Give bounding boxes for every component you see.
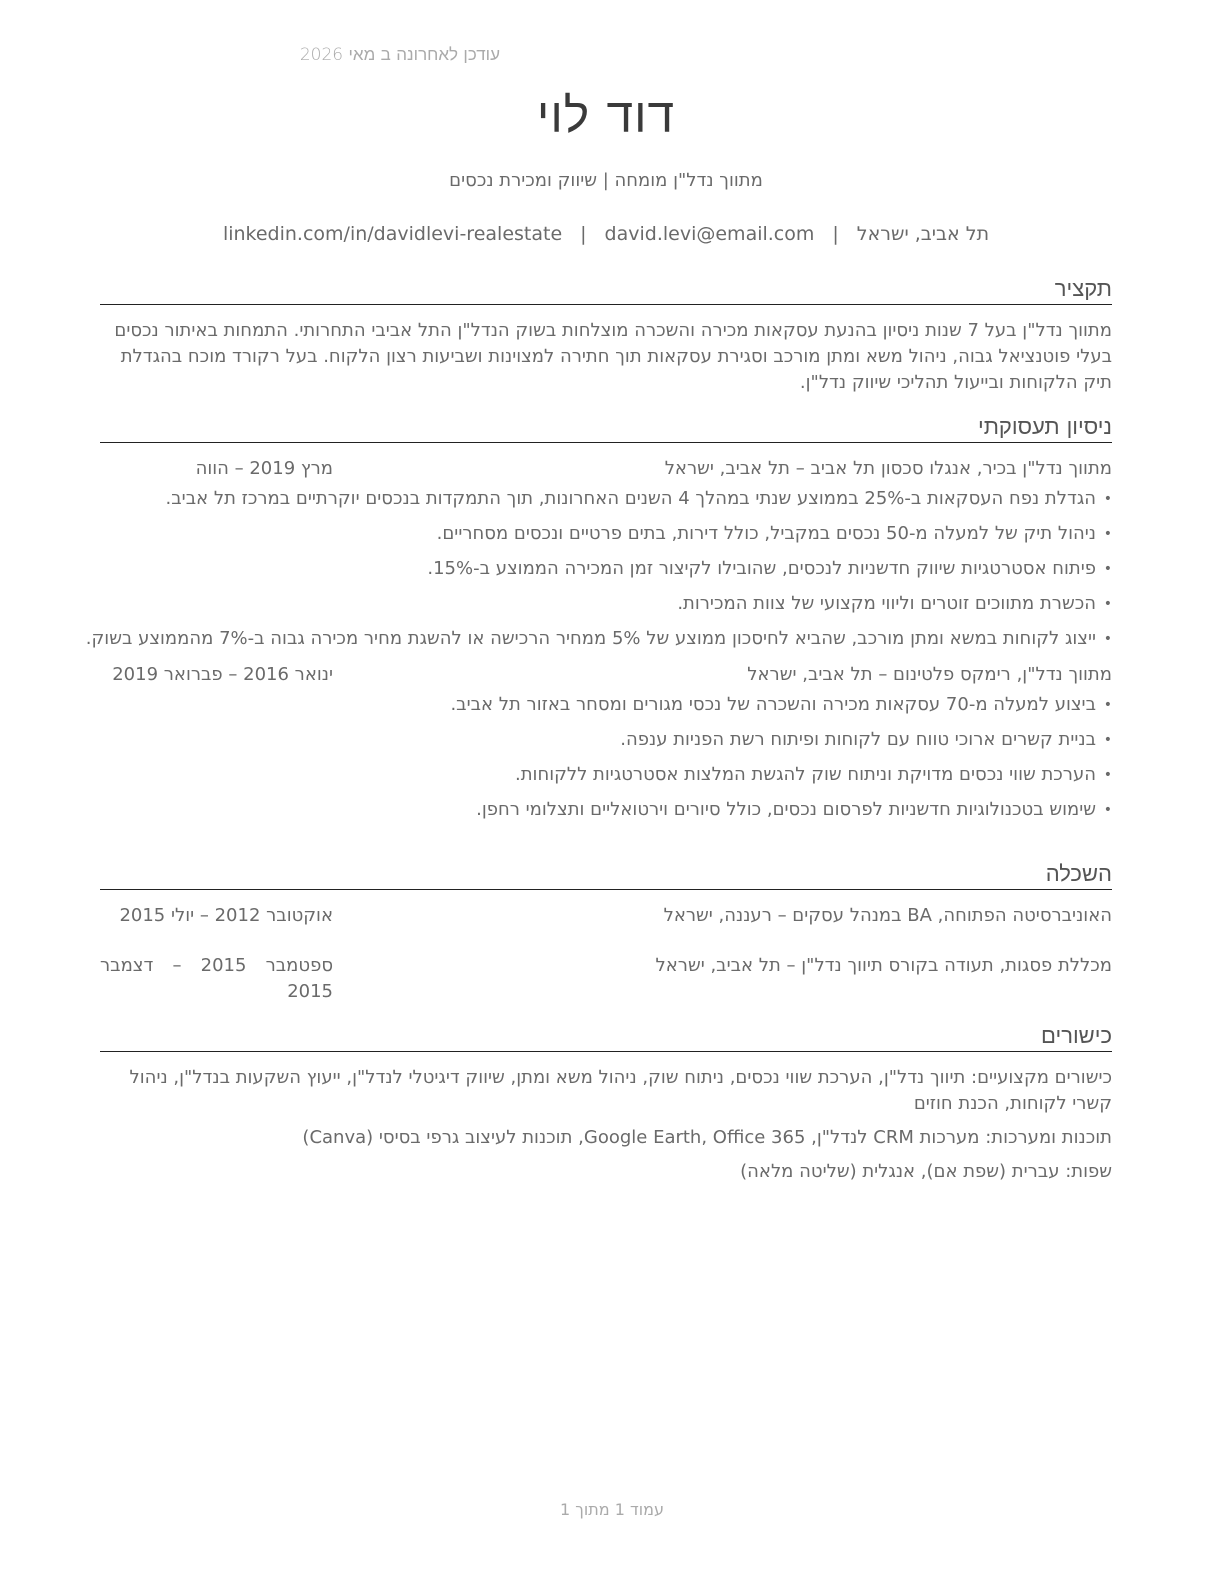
job-role: מתווך נדל"ן בכיר, אנגלו סכסון תל אביב – תל אביב, ישראל [664, 458, 1112, 479]
education-dates: ספטמבר 2015 – דצמבר 2015 [100, 955, 334, 1002]
job-bullets [85, 486, 1112, 652]
bullet-item: • ביצוע למעלה מ-70 עסקאות מכירה והשכרה של נכסי מגורים ומסחר באזור תל אביב. [100, 692, 1112, 718]
skill-line: כישורים מקצועיים: תיווך נדל"ן, הערכת שווי נכסים, ניתוח שוק, ניהול משא ומתן, שיווק דיגיטלי לנדל"ן, ייעוץ השקעות בנדל"ן, ניהול קשרי לקוחות, הכנת חוזים [129, 1067, 1112, 1114]
section-title-education: השכלה [100, 861, 1112, 890]
section-title-summary: תקציר [100, 276, 1112, 305]
contact-separator: | [580, 223, 587, 245]
job-bullets [100, 692, 1112, 823]
last-updated: עודכן לאחרונה ב מאי 2026 [299, 45, 500, 65]
bullet-item: • הכשרת מתווכים זוטרים וליווי מקצועי של צוות המכירות. [100, 591, 1112, 617]
skills-list [100, 1065, 1112, 1185]
bullet-item: • ייצוג לקוחות במשא ומתן מורכב, שהביא לחיסכון ממוצע של 5% ממחיר הרכישה או להשגת מחיר מכירה גבוה ב-7% מהממוצע בשוק. [100, 626, 1112, 652]
bullet-item: • ניהול תיק של למעלה מ-50 נכסים במקביל, כולל דירות, בתים פרטיים ונכסים מסחריים. [100, 521, 1112, 547]
bullet-item: • שימוש בטכנולוגיות חדשניות לפרסום נכסים, כולל סיורים וירטואליים ותצלומי רחפן. [100, 797, 1112, 823]
page-number: עמוד 1 מתוך 1 [560, 1500, 664, 1519]
education-text: מכללת פסגות, תעודה בקורס תיווך נדל"ן – תל אביב, ישראל [655, 955, 1112, 976]
job-header [100, 456, 1112, 482]
skill-line: שפות: עברית (שפת אם), אנגלית (שליטה מלאה) [740, 1161, 1112, 1182]
education-item [100, 903, 1112, 929]
bullet-item: • הגדלת נפח העסקאות ב-25% בממוצע שנתי במהלך 4 השנים האחרונות, תוך התמקדות בנכסים יוקרתיים במרכז תל אביב. [100, 486, 1112, 512]
job-header [100, 662, 1112, 688]
summary-text: מתווך נדל"ן בעל 7 שנות ניסיון בהנעת עסקאות מכירה והשכרה מוצלחות בשוק הנדל"ן התל אביבי התחרותי. התמחות באיתור נכסים בעלי פוטנציאל גבוה, ניהול משא ומתן מורכב וסגירת עסקאות תוך חתירה למצוינות ושביעות רצון הלקוח. בעל רקורד מוכח בהגדלת תיק הלקוחות ובייעול תהליכי שיווק נדל"ן. [114, 320, 1112, 393]
job-role: מתווך נדל"ן, רימקס פלטינום – תל אביב, ישראל [747, 664, 1112, 685]
bullet-item: • פיתוח אסטרטגיות שיווק חדשניות לנכסים, שהובילו לקיצור זמן המכירה הממוצע ב-15%. [100, 556, 1112, 582]
skills-section [100, 1023, 1112, 1193]
bullet-item: • הערכת שווי נכסים מדויקת וניתוח שוק להגשת המלצות אסטרטגיות ללקוחות. [100, 762, 1112, 788]
contact-email[interactable]: david.levi@email.com [604, 223, 815, 245]
contact-separator: | [832, 223, 839, 245]
job-entry [100, 662, 1112, 823]
job-dates: ינואר 2016 – פברואר 2019 [112, 664, 333, 685]
education-text: האוניברסיטה הפתוחה, BA במנהל עסקים – רעננה, ישראל [663, 905, 1112, 926]
experience-section [85, 414, 1112, 832]
skill-line: תוכנות ומערכות: מערכות CRM לנדל"ן, Google Earth, Office 365, תוכנות לעיצוב גרפי בסיסי (Canva) [302, 1127, 1112, 1148]
job-dates: מרץ 2019 – הווה [195, 458, 333, 479]
section-title-skills: כישורים [100, 1023, 1112, 1052]
contact-line [100, 223, 1112, 245]
education-dates: אוקטובר 2012 – יולי 2015 [119, 905, 333, 926]
summary-section [100, 276, 1112, 396]
education-item [100, 953, 1112, 1005]
contact-location: תל אביב, ישראל [856, 223, 990, 245]
job-entry [85, 456, 1112, 652]
candidate-name: דוד לוי [536, 88, 676, 144]
section-title-experience: ניסיון תעסוקתי [100, 414, 1112, 443]
contact-linkedin[interactable]: linkedin.com/in/davidlevi-realestate [222, 223, 563, 245]
bullet-item: • בניית קשרים ארוכי טווח עם לקוחות ופיתוח רשת הפניות ענפה. [100, 727, 1112, 753]
headline: מתווך נדל"ן מומחה | שיווק ומכירת נכסים [449, 170, 763, 191]
education-section [100, 861, 1112, 1005]
